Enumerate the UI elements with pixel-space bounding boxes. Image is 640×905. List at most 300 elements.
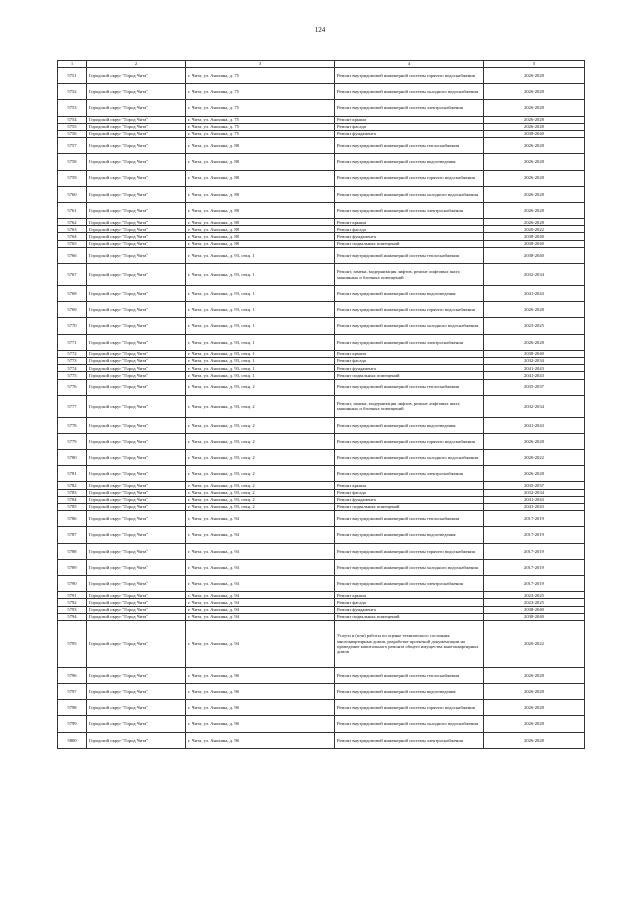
table-row	[58, 450, 585, 466]
row-number: 5769	[58, 302, 87, 318]
row-number: 5761	[58, 202, 87, 218]
municipality-cell: Городской округ "Город Чита"	[87, 116, 186, 123]
table-row	[58, 123, 585, 130]
address-cell: г. Чита, ул. Анохина, д. 75	[186, 68, 335, 84]
period-cell: 2038-2040	[484, 247, 585, 263]
work-type-cell: Ремонт подвальных помещений	[335, 504, 484, 511]
row-number: 5782	[58, 482, 87, 489]
municipality-cell: Городской округ "Город Чита"	[87, 496, 186, 503]
municipality-cell: Городской округ "Город Чита"	[87, 606, 186, 613]
municipality-cell: Городской округ "Город Чита"	[87, 84, 186, 100]
period-cell: 2026-2028	[484, 700, 585, 716]
row-number: 5792	[58, 599, 87, 606]
table-row	[58, 620, 585, 667]
address-cell: г. Чита, ул. Анохина, д. 96	[186, 684, 335, 700]
table-row	[58, 68, 585, 84]
work-type-cell: Ремонт внутридомовой инженерной системы горячего водоснабжения	[335, 700, 484, 716]
table-row	[58, 154, 585, 170]
address-cell: г. Чита, ул. Анохина, д. 94	[186, 599, 335, 606]
row-number: 5772	[58, 350, 87, 357]
table-row	[58, 606, 585, 613]
work-type-cell: Ремонт, замена, модернизация лифтов, ремонт лифтовых шахт, машинных и блочных помещений	[335, 264, 484, 286]
row-number: 5783	[58, 489, 87, 496]
work-type-cell: Ремонт внутридомовой инженерной системы электроснабжения	[335, 466, 484, 482]
period-cell: 2035-2037	[484, 379, 585, 395]
address-cell: г. Чита, ул. Анохина, д. 93, секц. 1	[186, 350, 335, 357]
work-type-cell: Ремонт внутридомовой инженерной системы теплоснабжения	[335, 511, 484, 527]
work-type-cell: Ремонт фасада	[335, 489, 484, 496]
municipality-cell: Городской округ "Город Чита"	[87, 700, 186, 716]
period-cell: 2020-2022	[484, 620, 585, 667]
row-number: 5753	[58, 100, 87, 116]
table-row	[58, 116, 585, 123]
address-cell: г. Чита, ул. Анохина, д. 93, секц. 2	[186, 417, 335, 433]
address-cell: г. Чита, ул. Анохина, д. 93, секц. 2	[186, 395, 335, 417]
row-number: 5756	[58, 130, 87, 137]
municipality-cell: Городской округ "Город Чита"	[87, 527, 186, 543]
municipality-cell: Городской округ "Город Чита"	[87, 489, 186, 496]
period-cell: 2041-2043	[484, 504, 585, 511]
address-cell: г. Чита, ул. Анохина, д. 94	[186, 543, 335, 559]
municipality-cell: Городской округ "Город Чита"	[87, 620, 186, 667]
period-cell: 2017-2019	[484, 511, 585, 527]
row-number: 5758	[58, 154, 87, 170]
work-type-cell: Ремонт крыши	[335, 592, 484, 599]
table-row	[58, 264, 585, 286]
municipality-cell: Городской округ "Город Чита"	[87, 357, 186, 364]
column-header: 5	[484, 61, 585, 68]
row-number: 5764	[58, 233, 87, 240]
table-row	[58, 684, 585, 700]
table-row	[58, 138, 585, 154]
table-row	[58, 667, 585, 683]
period-cell: 2041-2043	[484, 496, 585, 503]
municipality-cell: Городской округ "Город Чита"	[87, 202, 186, 218]
work-type-cell: Ремонт внутридомовой инженерной системы холодного водоснабжения	[335, 559, 484, 575]
municipality-cell: Городской округ "Город Чита"	[87, 433, 186, 449]
address-cell: г. Чита, ул. Анохина, д. 75	[186, 116, 335, 123]
row-number: 5790	[58, 575, 87, 591]
address-cell: г. Чита, ул. Анохина, д. 93, секц. 1	[186, 247, 335, 263]
work-type-cell: Ремонт фундамента	[335, 233, 484, 240]
municipality-cell: Городской округ "Город Чита"	[87, 543, 186, 559]
row-number: 5768	[58, 286, 87, 302]
municipality-cell: Городской округ "Город Чита"	[87, 100, 186, 116]
period-cell: 2026-2028	[484, 123, 585, 130]
row-number: 5787	[58, 527, 87, 543]
address-cell: г. Чита, ул. Анохина, д. 93, секц. 2	[186, 450, 335, 466]
municipality-cell: Городской округ "Город Чита"	[87, 247, 186, 263]
table-row	[58, 433, 585, 449]
municipality-cell: Городской округ "Город Чита"	[87, 226, 186, 233]
column-header: 2	[87, 61, 186, 68]
period-cell: 2035-2037	[484, 482, 585, 489]
work-type-cell: Ремонт внутридомовой инженерной системы холодного водоснабжения	[335, 186, 484, 202]
address-cell: г. Чита, ул. Анохина, д. 88	[186, 240, 335, 247]
address-cell: г. Чита, ул. Анохина, д. 93, секц. 2	[186, 489, 335, 496]
municipality-cell: Городской округ "Город Чита"	[87, 318, 186, 334]
work-type-cell: Ремонт внутридомовой инженерной системы электроснабжения	[335, 202, 484, 218]
column-header: 1	[58, 61, 87, 68]
period-cell: 2041-2043	[484, 286, 585, 302]
row-number: 5785	[58, 504, 87, 511]
table-row	[58, 186, 585, 202]
work-type-cell: Ремонт внутридомовой инженерной системы водоотведения	[335, 684, 484, 700]
period-cell: 2038-2040	[484, 350, 585, 357]
municipality-cell: Городской округ "Город Чита"	[87, 575, 186, 591]
municipality-cell: Городской округ "Город Чита"	[87, 334, 186, 350]
address-cell: г. Чита, ул. Анохина, д. 93, секц. 1	[186, 372, 335, 379]
table-row	[58, 226, 585, 233]
period-cell: 2032-2034	[484, 357, 585, 364]
municipality-cell: Городской округ "Город Чита"	[87, 684, 186, 700]
municipality-cell: Городской округ "Город Чита"	[87, 186, 186, 202]
header-row	[58, 61, 585, 68]
row-number: 5794	[58, 613, 87, 620]
period-cell: 2026-2028	[484, 219, 585, 226]
work-type-cell: Ремонт подвальных помещений	[335, 372, 484, 379]
table-row	[58, 130, 585, 137]
table-row	[58, 482, 585, 489]
work-type-cell: Ремонт крыши	[335, 482, 484, 489]
work-type-cell: Ремонт подвальных помещений	[335, 240, 484, 247]
address-cell: г. Чита, ул. Анохина, д. 93, секц. 1	[186, 357, 335, 364]
row-number: 5788	[58, 543, 87, 559]
table-row	[58, 700, 585, 716]
row-number: 5776	[58, 379, 87, 395]
address-cell: г. Чита, ул. Анохина, д. 88	[186, 186, 335, 202]
work-type-cell: Ремонт внутридомовой инженерной системы водоотведения	[335, 417, 484, 433]
work-type-cell: Ремонт внутридомовой инженерной системы горячего водоснабжения	[335, 170, 484, 186]
address-cell: г. Чита, ул. Анохина, д. 75	[186, 123, 335, 130]
repair-schedule-table	[57, 60, 585, 749]
work-type-cell: Ремонт внутридомовой инженерной системы теплоснабжения	[335, 247, 484, 263]
period-cell: 2026-2028	[484, 170, 585, 186]
table-row	[58, 379, 585, 395]
work-type-cell: Ремонт внутридомовой инженерной системы холодного водоснабжения	[335, 450, 484, 466]
row-number: 5786	[58, 511, 87, 527]
period-cell: 2041-2043	[484, 365, 585, 372]
page-number: 124	[314, 26, 326, 34]
period-cell: 2026-2028	[484, 84, 585, 100]
municipality-cell: Городской округ "Город Чита"	[87, 233, 186, 240]
address-cell: г. Чита, ул. Анохина, д. 94	[186, 527, 335, 543]
table-row	[58, 286, 585, 302]
row-number: 5773	[58, 357, 87, 364]
row-number: 5771	[58, 334, 87, 350]
work-type-cell: Ремонт внутридомовой инженерной системы горячего водоснабжения	[335, 68, 484, 84]
municipality-cell: Городской округ "Город Чита"	[87, 350, 186, 357]
table-row	[58, 732, 585, 748]
work-type-cell: Ремонт внутридомовой инженерной системы электроснабжения	[335, 575, 484, 591]
table-row	[58, 240, 585, 247]
municipality-cell: Городской округ "Город Чита"	[87, 264, 186, 286]
row-number: 5791	[58, 592, 87, 599]
address-cell: г. Чита, ул. Анохина, д. 93, секц. 1	[186, 264, 335, 286]
municipality-cell: Городской округ "Город Чита"	[87, 613, 186, 620]
address-cell: г. Чита, ул. Анохина, д. 94	[186, 606, 335, 613]
row-number: 5798	[58, 700, 87, 716]
work-type-cell: Ремонт внутридомовой инженерной системы горячего водоснабжения	[335, 302, 484, 318]
period-cell: 2026-2028	[484, 716, 585, 732]
row-number: 5754	[58, 116, 87, 123]
address-cell: г. Чита, ул. Анохина, д. 75	[186, 130, 335, 137]
municipality-cell: Городской округ "Город Чита"	[87, 450, 186, 466]
address-cell: г. Чита, ул. Анохина, д. 88	[186, 154, 335, 170]
period-cell: 2038-2040	[484, 130, 585, 137]
row-number: 5780	[58, 450, 87, 466]
address-cell: г. Чита, ул. Анохина, д. 93, секц. 2	[186, 496, 335, 503]
row-number: 5799	[58, 716, 87, 732]
work-type-cell: Ремонт крыши	[335, 116, 484, 123]
table-body	[58, 68, 585, 749]
period-cell: 2026-2028	[484, 100, 585, 116]
work-type-cell: Ремонт внутридомовой инженерной системы теплоснабжения	[335, 138, 484, 154]
period-cell: 2041-2043	[484, 417, 585, 433]
period-cell: 2026-2028	[484, 667, 585, 683]
table-row	[58, 575, 585, 591]
table-row	[58, 716, 585, 732]
work-type-cell: Ремонт внутридомовой инженерной системы горячего водоснабжения	[335, 433, 484, 449]
municipality-cell: Городской округ "Город Чита"	[87, 599, 186, 606]
municipality-cell: Городской округ "Город Чита"	[87, 372, 186, 379]
table-row	[58, 527, 585, 543]
municipality-cell: Городской округ "Город Чита"	[87, 466, 186, 482]
row-number: 5759	[58, 170, 87, 186]
table-row	[58, 365, 585, 372]
municipality-cell: Городской округ "Город Чита"	[87, 417, 186, 433]
table-row	[58, 334, 585, 350]
table-row	[58, 302, 585, 318]
period-cell: 2023-2025	[484, 592, 585, 599]
work-type-cell: Ремонт фундамента	[335, 130, 484, 137]
municipality-cell: Городской округ "Город Чита"	[87, 482, 186, 489]
municipality-cell: Городской округ "Город Чита"	[87, 395, 186, 417]
period-cell: 2041-2043	[484, 372, 585, 379]
address-cell: г. Чита, ул. Анохина, д. 93, секц. 1	[186, 286, 335, 302]
municipality-cell: Городской округ "Город Чита"	[87, 130, 186, 137]
row-number: 5797	[58, 684, 87, 700]
period-cell: 2026-2028	[484, 154, 585, 170]
address-cell: г. Чита, ул. Анохина, д. 93, секц. 2	[186, 504, 335, 511]
period-cell: 2026-2028	[484, 732, 585, 748]
column-header: 4	[335, 61, 484, 68]
municipality-cell: Городской округ "Город Чита"	[87, 511, 186, 527]
table-row	[58, 417, 585, 433]
table-row	[58, 202, 585, 218]
row-number: 5767	[58, 264, 87, 286]
table-row	[58, 372, 585, 379]
table-row	[58, 318, 585, 334]
row-number: 5760	[58, 186, 87, 202]
work-type-cell: Ремонт крыши	[335, 219, 484, 226]
municipality-cell: Городской округ "Город Чита"	[87, 592, 186, 599]
row-number: 5763	[58, 226, 87, 233]
table-row	[58, 592, 585, 599]
period-cell: 2017-2019	[484, 575, 585, 591]
row-number: 5755	[58, 123, 87, 130]
municipality-cell: Городской округ "Город Чита"	[87, 365, 186, 372]
address-cell: г. Чита, ул. Анохина, д. 93, секц. 2	[186, 466, 335, 482]
table-row	[58, 100, 585, 116]
address-cell: г. Чита, ул. Анохина, д. 94	[186, 511, 335, 527]
table-row	[58, 599, 585, 606]
period-cell: 2017-2019	[484, 559, 585, 575]
work-type-cell: Услуги и (или) работы по оценке технического состояния многоквартирных домов, разработке проектной документации на проведение капитального ремонта общего имущества многоквартирных домов	[335, 620, 484, 667]
period-cell: 2026-2028	[484, 433, 585, 449]
table-row	[58, 543, 585, 559]
work-type-cell: Ремонт подвальных помещений	[335, 613, 484, 620]
work-type-cell: Ремонт, замена, модернизация лифтов, ремонт лифтовых шахт, машинных и блочных помещений	[335, 395, 484, 417]
period-cell: 2038-2040	[484, 613, 585, 620]
municipality-cell: Городской округ "Город Чита"	[87, 732, 186, 748]
work-type-cell: Ремонт внутридомовой инженерной системы горячего водоснабжения	[335, 543, 484, 559]
table-row	[58, 170, 585, 186]
table-row	[58, 395, 585, 417]
table-row	[58, 613, 585, 620]
address-cell: г. Чита, ул. Анохина, д. 88	[186, 138, 335, 154]
row-number: 5796	[58, 667, 87, 683]
municipality-cell: Городской округ "Город Чита"	[87, 559, 186, 575]
work-type-cell: Ремонт внутридомовой инженерной системы холодного водоснабжения	[335, 318, 484, 334]
period-cell: 2038-2040	[484, 233, 585, 240]
row-number: 5775	[58, 372, 87, 379]
period-cell: 2026-2028	[484, 466, 585, 482]
column-header: 3	[186, 61, 335, 68]
period-cell: 2026-2028	[484, 186, 585, 202]
address-cell: г. Чита, ул. Анохина, д. 96	[186, 732, 335, 748]
row-number: 5774	[58, 365, 87, 372]
municipality-cell: Городской округ "Город Чита"	[87, 286, 186, 302]
address-cell: г. Чита, ул. Анохина, д. 94	[186, 592, 335, 599]
row-number: 5800	[58, 732, 87, 748]
row-number: 5770	[58, 318, 87, 334]
period-cell: 2020-2022	[484, 450, 585, 466]
period-cell: 2017-2019	[484, 527, 585, 543]
address-cell: г. Чита, ул. Анохина, д. 93, секц. 2	[186, 379, 335, 395]
period-cell: 2026-2028	[484, 302, 585, 318]
period-cell: 2017-2019	[484, 543, 585, 559]
address-cell: г. Чита, ул. Анохина, д. 94	[186, 620, 335, 667]
work-type-cell: Ремонт внутридомовой инженерной системы электроснабжения	[335, 334, 484, 350]
row-number: 5765	[58, 240, 87, 247]
table-row	[58, 357, 585, 364]
row-number: 5751	[58, 68, 87, 84]
row-number: 5778	[58, 417, 87, 433]
row-number: 5757	[58, 138, 87, 154]
work-type-cell: Ремонт фасада	[335, 599, 484, 606]
address-cell: г. Чита, ул. Анохина, д. 93, секц. 2	[186, 482, 335, 489]
row-number: 5777	[58, 395, 87, 417]
work-type-cell: Ремонт фасада	[335, 123, 484, 130]
period-cell: 2026-2028	[484, 334, 585, 350]
address-cell: г. Чита, ул. Анохина, д. 88	[186, 219, 335, 226]
table-row	[58, 233, 585, 240]
address-cell: г. Чита, ул. Анохина, д. 96	[186, 667, 335, 683]
period-cell: 2023-2025	[484, 599, 585, 606]
table-row	[58, 350, 585, 357]
address-cell: г. Чита, ул. Анохина, д. 94	[186, 559, 335, 575]
address-cell: г. Чита, ул. Анохина, д. 94	[186, 613, 335, 620]
municipality-cell: Городской округ "Город Чита"	[87, 379, 186, 395]
work-type-cell: Ремонт внутридомовой инженерной системы холодного водоснабжения	[335, 716, 484, 732]
work-type-cell: Ремонт фундамента	[335, 496, 484, 503]
address-cell: г. Чита, ул. Анохина, д. 88	[186, 233, 335, 240]
municipality-cell: Городской округ "Город Чита"	[87, 170, 186, 186]
work-type-cell: Ремонт внутридомовой инженерной системы электроснабжения	[335, 100, 484, 116]
municipality-cell: Городской округ "Город Чита"	[87, 68, 186, 84]
table-row	[58, 496, 585, 503]
address-cell: г. Чита, ул. Анохина, д. 93, секц. 1	[186, 318, 335, 334]
municipality-cell: Городской округ "Город Чита"	[87, 154, 186, 170]
work-type-cell: Ремонт фундамента	[335, 365, 484, 372]
work-type-cell: Ремонт внутридомовой инженерной системы водоотведения	[335, 286, 484, 302]
municipality-cell: Городской округ "Город Чита"	[87, 240, 186, 247]
work-type-cell: Ремонт фасада	[335, 226, 484, 233]
work-type-cell: Ремонт внутридомовой инженерной системы холодного водоснабжения	[335, 84, 484, 100]
table-row	[58, 511, 585, 527]
municipality-cell: Городской округ "Город Чита"	[87, 504, 186, 511]
municipality-cell: Городской округ "Город Чита"	[87, 138, 186, 154]
period-cell: 2020-2022	[484, 226, 585, 233]
table-row	[58, 247, 585, 263]
address-cell: г. Чита, ул. Анохина, д. 96	[186, 700, 335, 716]
period-cell: 2026-2028	[484, 138, 585, 154]
work-type-cell: Ремонт внутридомовой инженерной системы теплоснабжения	[335, 667, 484, 683]
address-cell: г. Чита, ул. Анохина, д. 88	[186, 202, 335, 218]
table-row	[58, 219, 585, 226]
work-type-cell: Ремонт крыши	[335, 350, 484, 357]
row-number: 5789	[58, 559, 87, 575]
row-number: 5784	[58, 496, 87, 503]
period-cell: 2032-2034	[484, 264, 585, 286]
period-cell: 2038-2040	[484, 606, 585, 613]
row-number: 5781	[58, 466, 87, 482]
address-cell: г. Чита, ул. Анохина, д. 96	[186, 716, 335, 732]
work-type-cell: Ремонт фасада	[335, 357, 484, 364]
table-row	[58, 504, 585, 511]
row-number: 5793	[58, 606, 87, 613]
period-cell: 2038-2040	[484, 240, 585, 247]
period-cell: 2032-2034	[484, 489, 585, 496]
period-cell: 2032-2034	[484, 395, 585, 417]
municipality-cell: Городской округ "Город Чита"	[87, 667, 186, 683]
row-number: 5779	[58, 433, 87, 449]
period-cell: 2026-2028	[484, 684, 585, 700]
address-cell: г. Чита, ул. Анохина, д. 93, секц. 2	[186, 433, 335, 449]
work-type-cell: Ремонт внутридомовой инженерной системы электроснабжения	[335, 732, 484, 748]
municipality-cell: Городской округ "Город Чита"	[87, 716, 186, 732]
address-cell: г. Чита, ул. Анохина, д. 75	[186, 84, 335, 100]
row-number: 5795	[58, 620, 87, 667]
address-cell: г. Чита, ул. Анохина, д. 93, секц. 1	[186, 302, 335, 318]
table-row	[58, 489, 585, 496]
address-cell: г. Чита, ул. Анохина, д. 88	[186, 226, 335, 233]
address-cell: г. Чита, ул. Анохина, д. 93, секц. 1	[186, 365, 335, 372]
address-cell: г. Чита, ул. Анохина, д. 94	[186, 575, 335, 591]
period-cell: 2026-2028	[484, 202, 585, 218]
work-type-cell: Ремонт внутридомовой инженерной системы водоотведения	[335, 527, 484, 543]
municipality-cell: Городской округ "Город Чита"	[87, 219, 186, 226]
period-cell: 2023-2025	[484, 318, 585, 334]
table-row	[58, 84, 585, 100]
row-number: 5766	[58, 247, 87, 263]
period-cell: 2026-2028	[484, 68, 585, 84]
address-cell: г. Чита, ул. Анохина, д. 75	[186, 100, 335, 116]
work-type-cell: Ремонт внутридомовой инженерной системы теплоснабжения	[335, 379, 484, 395]
row-number: 5762	[58, 219, 87, 226]
table-row	[58, 466, 585, 482]
